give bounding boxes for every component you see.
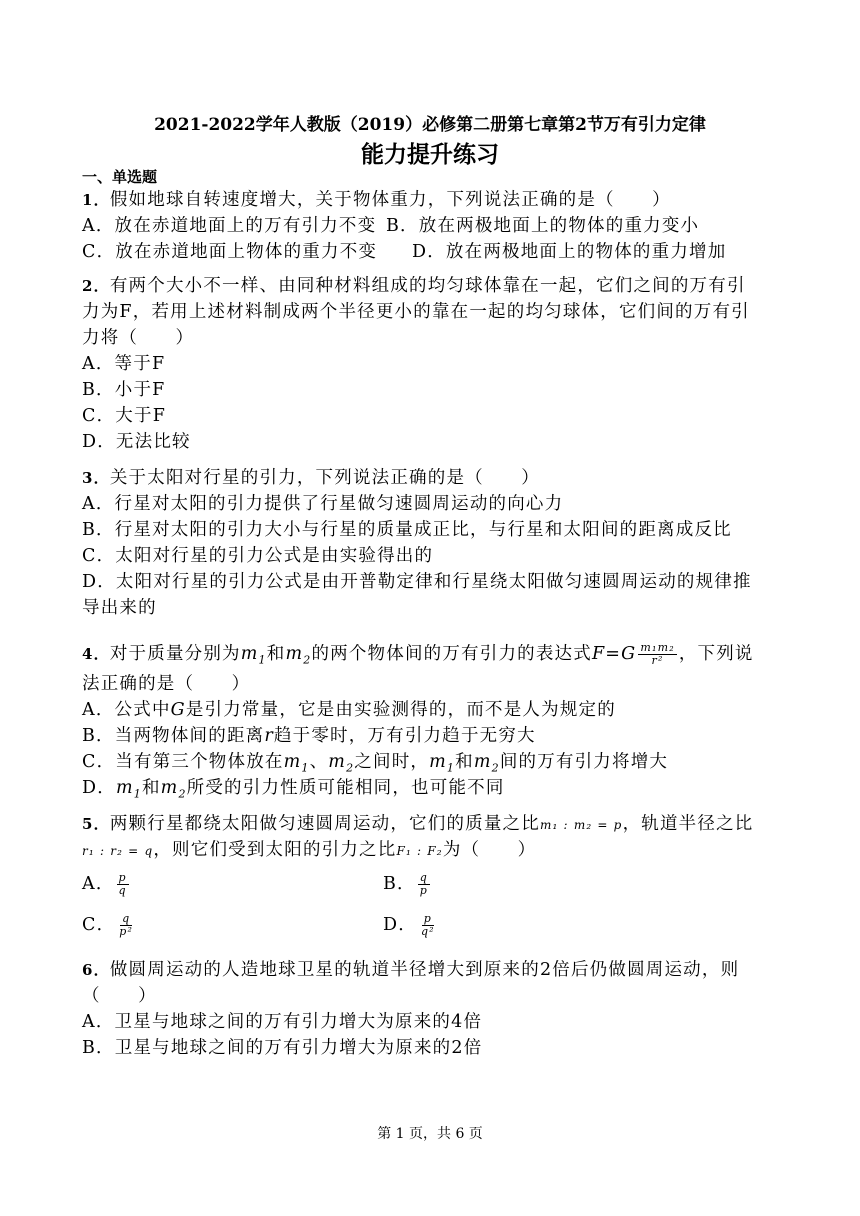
question-1-stem bbox=[82, 188, 671, 212]
question-number: 1． bbox=[82, 191, 110, 209]
question-text: 假如地球自转速度增大，关于物体重力，下列说法正确的是（ ） bbox=[109, 190, 671, 210]
question-3-option-a: A．行星对太阳的引力提供了行星做匀速圆周运动的向心力 bbox=[82, 494, 564, 514]
question-2-option-c: C．大于F bbox=[82, 406, 167, 426]
question-3-option-c: C．太阳对行星的引力公式是由实验得出的 bbox=[82, 546, 434, 566]
math-m1: $m_1$ bbox=[240, 644, 267, 667]
question-number: 4． bbox=[82, 645, 110, 663]
option-d-fraction: $\frac{p}{\text{q²}}$ bbox=[420, 912, 435, 938]
radius-ratio-math: r₁ : r₂ = q bbox=[82, 844, 154, 858]
question-2-stem-line1 bbox=[82, 274, 746, 298]
option-a-fraction: $\frac{p}{q}$ bbox=[118, 871, 127, 897]
page-title: 2021-2022学年人教版（2019）必修第二册第七章第2节万有引力定律 bbox=[154, 115, 706, 135]
question-2-option-d: D．无法比较 bbox=[82, 432, 191, 452]
question-5-option-d: D． $\frac{p}{\text{q²}}$ bbox=[383, 912, 435, 938]
question-text: 的两个物体间的万有引力的表达式 bbox=[311, 644, 592, 664]
option-c-fraction: $\frac{q}{\text{p²}}$ bbox=[119, 912, 134, 938]
question-number: 5． bbox=[82, 815, 110, 833]
section-heading: 一、单选题 bbox=[82, 168, 158, 186]
question-1-option-b: B．放在两极地面上的物体的重力变小 bbox=[386, 216, 700, 236]
question-4-option-b: B．当两物体间的距离r趋于零时，万有引力趋于无穷大 bbox=[82, 726, 536, 746]
question-2-option-a: A．等于F bbox=[82, 354, 166, 374]
question-5-option-b: B． $\frac{q}{p}$ bbox=[383, 871, 429, 897]
question-6-option-a: A．卫星与地球之间的万有引力增大为原来的4倍 bbox=[82, 1012, 483, 1032]
question-3-option-d-line2: 导出来的 bbox=[82, 598, 157, 618]
question-6-stem-line2: （ ） bbox=[82, 986, 157, 1006]
question-2-option-b: B．小于F bbox=[82, 380, 166, 400]
formula-lhs: F=G bbox=[591, 644, 637, 664]
mass-ratio-math: m₁ : m₂ = p bbox=[539, 818, 623, 832]
question-3-option-b: B．行星对太阳的引力大小与行星的质量成正比，与行星和太阳间的距离成反比 bbox=[82, 520, 732, 540]
question-5-stem-line2: r₁ : r₂ = q，则它们受到太阳的引力之比F₁ : F₂为（ ） bbox=[82, 840, 537, 860]
question-text: 关于太阳对行星的引力，下列说法正确的是（ ） bbox=[109, 468, 540, 488]
question-3-stem bbox=[82, 466, 540, 490]
question-5-option-c: C． $\frac{q}{\text{p²}}$ bbox=[82, 912, 134, 938]
question-text: 有两个大小不一样、由同种材料组成的均匀球体靠在一起，它们之间的万有引 bbox=[109, 276, 746, 296]
question-1-option-d: D．放在两极地面上的物体的重力增加 bbox=[412, 242, 727, 262]
question-1-option-a: A．放在赤道地面上的万有引力不变 bbox=[82, 216, 377, 236]
question-4-option-c: C．当有第三个物体放在$m_1$、$m_2$之间时，$m_1$和$m_2$间的万有引力将增大 bbox=[82, 752, 669, 775]
page-footer: 第 1 页，共 6 页 bbox=[377, 1126, 483, 1142]
question-4-stem-line2: 法正确的是（ ） bbox=[82, 674, 251, 694]
question-text: 和 bbox=[266, 644, 286, 664]
question-number: 6． bbox=[82, 961, 110, 979]
force-ratio-math: F₁ : F₂ bbox=[396, 844, 443, 858]
option-b-fraction: $\frac{q}{p}$ bbox=[419, 871, 429, 897]
question-text: ，下列说 bbox=[678, 644, 754, 664]
gravity-formula-fraction: $\frac{\text{m₁m₂}}{\text{r²}}$ bbox=[640, 641, 675, 667]
question-4-option-a: A．公式中G是引力常量，它是由实验测得的，而不是人为规定的 bbox=[82, 700, 616, 720]
question-2-stem-line3: 力将（ ） bbox=[82, 328, 195, 348]
question-6-stem-line1: 6．做圆周运动的人造地球卫星的轨道半径增大到原来的2倍后仍做圆周运动，则 bbox=[82, 960, 740, 980]
question-text: 对于质量分别为 bbox=[109, 644, 241, 664]
question-2-stem-line2: 力为F，若用上述材料制成两个半径更小的靠在一起的均匀球体，它们间的万有引 bbox=[82, 302, 750, 322]
question-1-option-c: C．放在赤道地面上物体的重力不变 bbox=[82, 242, 378, 262]
question-3-option-d-line1: D．太阳对行星的引力公式是由开普勒定律和行星绕太阳做匀速圆周运动的规律推 bbox=[82, 572, 752, 592]
question-number: 2． bbox=[82, 277, 110, 295]
math-m2: $m_2$ bbox=[285, 644, 312, 667]
question-4-stem-line1 bbox=[82, 642, 754, 673]
question-number: 3． bbox=[82, 469, 110, 487]
question-5-option-a: A． $\frac{p}{q}$ bbox=[82, 871, 127, 897]
page-subtitle: 能力提升练习 bbox=[361, 141, 499, 168]
question-6-option-b: B．卫星与地球之间的万有引力增大为原来的2倍 bbox=[82, 1038, 483, 1058]
question-5-stem-line1: 5．两颗行星都绕太阳做匀速圆周运动，它们的质量之比m₁ : m₂ = p，轨道半径之比 bbox=[82, 814, 754, 834]
question-4-option-d: D．$m_1$和$m_2$所受的引力性质可能相同，也可能不同 bbox=[82, 778, 505, 801]
